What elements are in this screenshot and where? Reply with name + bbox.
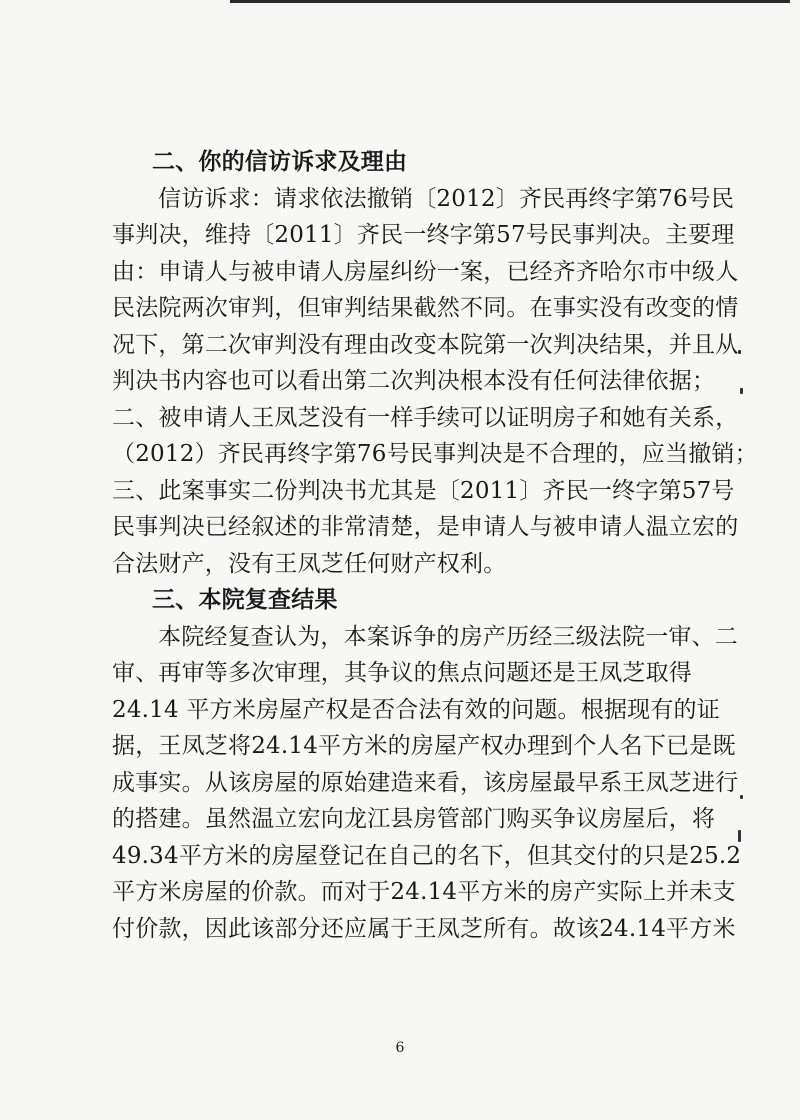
section-heading-2: 二、你的信访诉求及理由 [152,148,408,175]
scan-speck [740,388,743,394]
paragraph-line: 三、此案事实二份判决书尤其是〔2011〕齐民一终字第57号 [112,477,735,504]
paragraph-line: 民事判决已经叙述的非常清楚，是申请人与被申请人温立宏的 [112,514,739,540]
scan-speck [738,830,741,842]
paragraph-line: 24.14 平方米房屋产权是否合法有效的问题。根据现有的证 [112,696,720,723]
scan-speck [740,795,743,799]
paragraph-line: 事判决，维持〔2011〕齐民一终字第57号民事判决。主要理 [112,222,735,248]
paragraph-line: 合法财产，没有王凤芝任何财产权利。 [112,550,507,577]
paragraph-line: 的搭建。虽然温立宏向龙江县房管部门购买争议房屋后，将 [112,806,716,832]
paragraph-line: 二、被申请人王凤芝没有一样手续可以证明房子和她有关系， [112,404,739,431]
document-body [112,144,758,947]
paragraph-line: 平方米房屋的价款。而对于24.14平方米的房产实际上并未支 [112,879,736,905]
paragraph-line: 况下，第二次审判没有理由改变本院第一次判决结果，并且从 [112,331,739,358]
paragraph-line: 信访诉求：请求依法撤销〔2012〕齐民再终字第76号民 [158,185,735,212]
paragraph-line: 据，王凤芝将24.14平方米的房屋产权办理到个人名下已是既 [112,733,736,759]
paragraph-line: 判决书内容也可以看出第二次判决根本没有任何法律依据； [112,368,716,394]
page-number: 6 [395,1040,405,1056]
section-heading-3: 三、本院复查结果 [152,586,338,613]
paragraph-line: 付价款，因此该部分还应属于王凤芝所有。故该24.14平方米 [112,915,736,942]
paragraph-line: 本院经复查认为，本案诉争的房产历经三级法院一审、二 [158,623,738,650]
paragraph-line: 审、再审等多次审理，其争议的焦点问题还是王凤芝取得 [112,660,692,686]
paragraph-line: 49.34平方米的房屋登记在自己的名下，但其交付的只是25.2 [112,842,742,869]
paragraph-line: （2012）齐民再终字第76号民事判决是不合理的，应当撤销； [112,441,758,467]
paragraph-line: 由：申请人与被申请人房屋纠纷一案，已经齐齐哈尔市中级人 [112,258,739,285]
paragraph-line: 成事实。从该房屋的原始建造来看，该房屋最早系王凤芝进行 [112,769,739,796]
scan-speck [738,350,741,354]
scan-edge-line [230,0,790,3]
paragraph-line: 民法院两次审判，但审判结果截然不同。在事实没有改变的情 [112,295,739,321]
